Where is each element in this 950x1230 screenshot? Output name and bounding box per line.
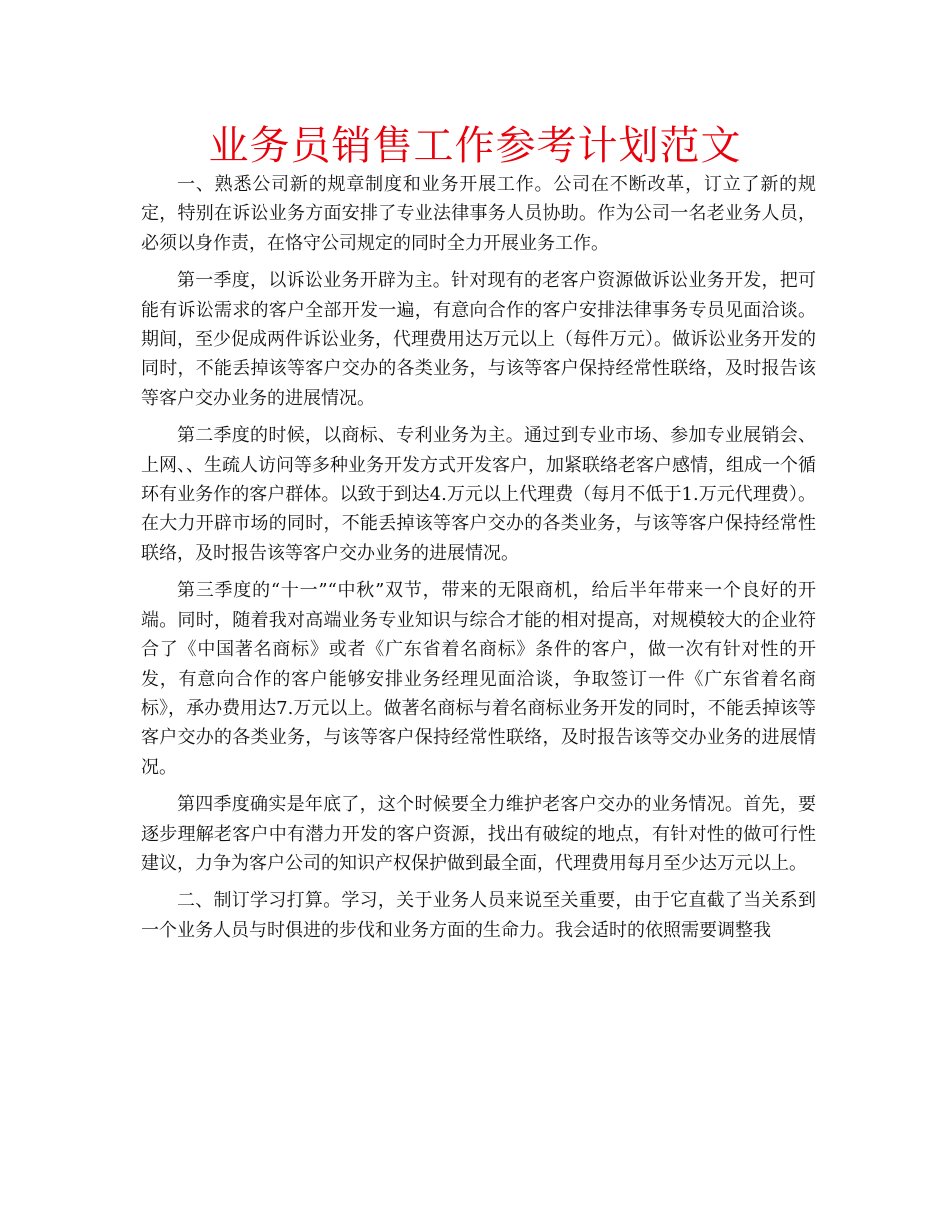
paragraph-1: 一、熟悉公司新的规章制度和业务开展工作。公司在不断改革，订立了新的规定，特别在诉讼业务方面安排了专业法律事务人员协助。作为公司一名老业务人员，必须以身作责，在恪守公司规定的同时全力开展业务工作。	[141, 174, 816, 254]
document-title: 业务员销售工作参考计划范文	[208, 123, 742, 169]
paragraph-3: 第二季度的时候，以商标、专利业务为主。通过到专业市场、参加专业展销会、上网、、生疏人访问等多种业务开发方式开发客户，加紧联络老客户感情，组成一个循环有业务作的客户群体。以致于到达4.万元以上代理费（每月不低于1.万元代理费）。在大力开辟市场的同时，不能丢掉该等客户交办的各类业务，与该等客户保持经常性联络，及时报告该等客户交办业务的进展情况。	[141, 425, 816, 564]
paragraph-5: 第四季度确实是年底了，这个时候要全力维护老客户交办的业务情况。首先，要逐步理解老客户中有潜力开发的客户资源，找出有破绽的地点，有针对性的做可行性建议，力争为客户公司的知识产权保护做到最全面，代理费用每月至少达万元以上。	[141, 794, 816, 874]
document-body	[141, 170, 816, 953]
paragraph-6: 二、制订学习打算。学习，关于业务人员来说至关重要，由于它直截了当关系到一个业务人员与时俱进的步伐和业务方面的生命力。我会适时的依照需要调整我	[141, 890, 816, 941]
paragraph-2: 第一季度，以诉讼业务开辟为主。针对现有的老客户资源做诉讼业务开发，把可能有诉讼需求的客户全部开发一遍，有意向合作的客户安排法律事务专员见面洽谈。期间，至少促成两件诉讼业务，代理费用达万元以上（每件万元）。做诉讼业务开发的同时，不能丢掉该等客户交办的各类业务，与该等客户保持经常性联络，及时报告该等客户交办业务的进展情况。	[141, 270, 816, 409]
paragraph-4: 第三季度的“十一”“中秋”双节，带来的无限商机，给后半年带来一个良好的开端。同时，随着我对高端业务专业知识与综合才能的相对提高，对规模较大的企业符合了《中国著名商标》或者《广东省着名商标》条件的客户，做一次有针对性的开发，有意向合作的客户能够安排业务经理见面洽谈，争取签订一件《广东省着名商标》，承办费用达7.万元以上。做著名商标与着名商标业务开发的同时，不能丢掉该等客户交办的各类业务，与该等客户保持经常性联络，及时报告该等交办业务的进展情况。	[141, 580, 816, 778]
